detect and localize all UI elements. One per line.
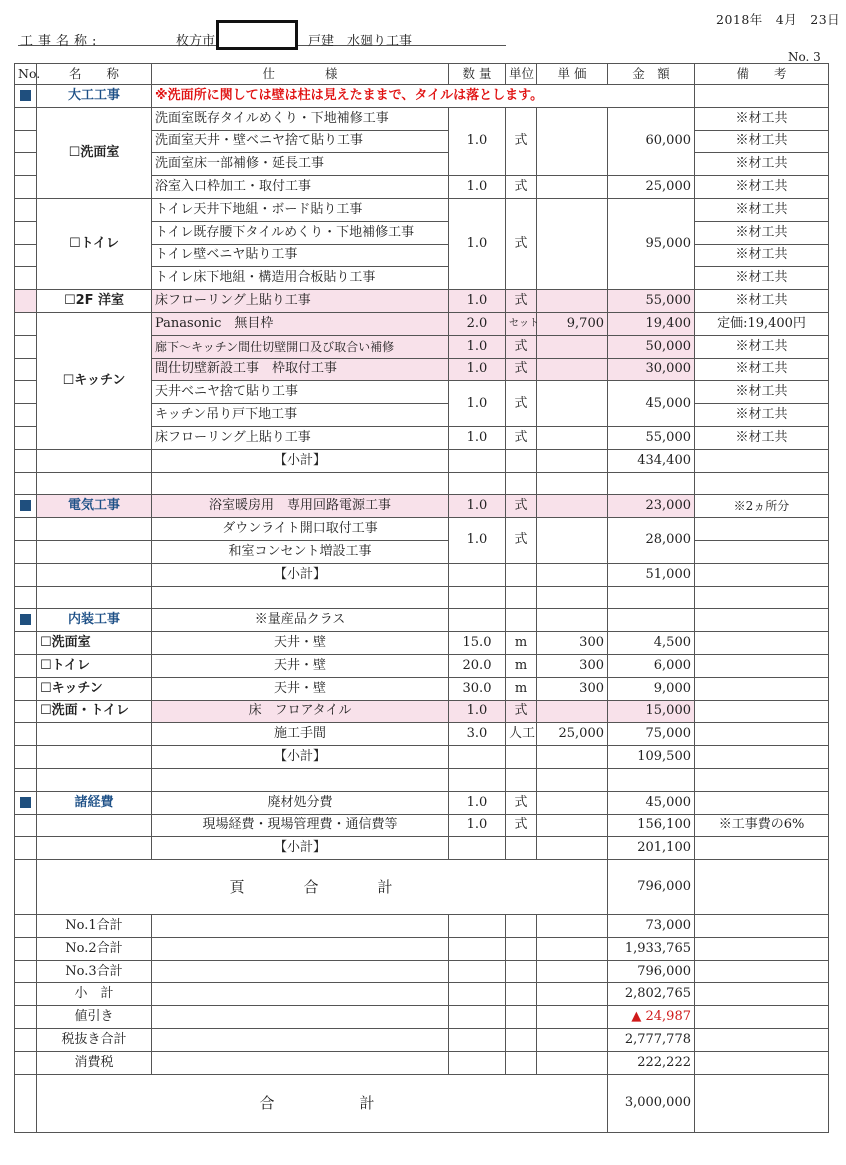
qty-cell: 1.0 <box>449 495 506 518</box>
spec-cell: 廊下～キッチン間仕切壁開口及び取合い補修 <box>152 335 449 358</box>
table-row <box>15 312 829 335</box>
col-unit: 単位 <box>506 64 537 85</box>
spec-cell: トイレ壁ベニヤ貼り工事 <box>152 244 449 267</box>
summary-row <box>15 960 829 983</box>
page-total-label: 頁 合 計 <box>37 860 608 915</box>
subtotal-row <box>15 449 829 472</box>
summary-label: 税抜き合計 <box>37 1029 152 1052</box>
col-price: 単 価 <box>537 64 608 85</box>
spec-cell: キッチン吊り戸下地工事 <box>152 404 449 427</box>
qty-cell: 1.0 <box>449 176 506 199</box>
table-row <box>15 107 829 130</box>
summary-label: No.3合計 <box>37 960 152 983</box>
summary-row <box>15 1006 829 1029</box>
spec-cell: 現場経費・現場管理費・通信費等 <box>152 814 449 837</box>
unit-cell: 式 <box>506 335 537 358</box>
qty-cell: 1.0 <box>449 814 506 837</box>
section-header-row <box>15 85 829 108</box>
redaction-box <box>216 20 298 50</box>
section-title: 電気工事 <box>37 495 152 518</box>
col-name: 名 称 <box>37 64 152 85</box>
unit-cell: 式 <box>506 176 537 199</box>
summary-label: 小 計 <box>37 983 152 1006</box>
table-row <box>15 540 829 563</box>
blank-row <box>15 586 829 609</box>
subtotal-amount: 201,100 <box>608 837 695 860</box>
table-row <box>15 632 829 655</box>
unit-cell: 式 <box>506 198 537 289</box>
unit-cell: 式 <box>506 518 537 564</box>
note-cell: ※材工共 <box>695 267 829 290</box>
spec-cell: 天井・壁 <box>152 632 449 655</box>
qty-cell: 1.0 <box>449 107 506 175</box>
section-marker <box>20 500 31 511</box>
subtotal-label: 【小計】 <box>152 746 449 769</box>
note-cell: ※材工共 <box>695 107 829 130</box>
spec-cell: 床フローリング上貼り工事 <box>152 426 449 449</box>
page-number: No. 3 <box>788 50 821 64</box>
summary-label: 値引き <box>37 1006 152 1029</box>
col-note: 備 考 <box>695 64 829 85</box>
unit-cell: 人工 <box>506 723 537 746</box>
page-total-row <box>15 860 829 915</box>
subtotal-amount: 109,500 <box>608 746 695 769</box>
price-cell: 25,000 <box>537 723 608 746</box>
note-cell: ※材工共 <box>695 153 829 176</box>
qty-cell: 1.0 <box>449 700 506 723</box>
summary-label: No.2合計 <box>37 937 152 960</box>
spec-cell: 天井・壁 <box>152 677 449 700</box>
amount-cell: 45,000 <box>608 381 695 427</box>
section-marker <box>20 614 31 625</box>
summary-amount: 796,000 <box>608 960 695 983</box>
spec-cell: トイレ既存腰下タイルめくり・下地補修工事 <box>152 221 449 244</box>
unit-cell: 式 <box>506 700 537 723</box>
amount-cell: 15,000 <box>608 700 695 723</box>
subtotal-label: 【小計】 <box>152 563 449 586</box>
note-cell: ※材工共 <box>695 176 829 199</box>
grand-total-row <box>15 1074 829 1132</box>
unit-cell: 式 <box>506 290 537 313</box>
group-label: ☐2F 洋室 <box>37 290 152 313</box>
group-label: ☐洗面・トイレ <box>37 700 152 723</box>
group-label: ☐洗面室 <box>37 107 152 198</box>
spec-cell: 洗面室床一部補修・延長工事 <box>152 153 449 176</box>
spec-cell: 天井ベニヤ捨て貼り工事 <box>152 381 449 404</box>
qty-cell: 30.0 <box>449 677 506 700</box>
subtotal-row <box>15 563 829 586</box>
price-cell: 9,700 <box>537 312 608 335</box>
col-no: No. <box>15 64 37 85</box>
spec-cell: トイレ床下地組・構造用合板貼り工事 <box>152 267 449 290</box>
grand-total-label: 合 計 <box>37 1074 608 1132</box>
blank-row <box>15 768 829 791</box>
document-date: 2018年 4月 23日 <box>716 12 841 27</box>
summary-row <box>15 915 829 938</box>
spec-cell: 浴室入口枠加工・取付工事 <box>152 176 449 199</box>
price-cell: 300 <box>537 654 608 677</box>
section-header-row <box>15 791 829 814</box>
subtotal-amount: 434,400 <box>608 449 695 472</box>
col-amount: 金 額 <box>608 64 695 85</box>
note-cell: ※工事費の6% <box>695 814 829 837</box>
section-marker <box>20 797 31 808</box>
spec-cell: 間仕切壁新設工事 枠取付工事 <box>152 358 449 381</box>
group-label: ☐トイレ <box>37 654 152 677</box>
note-cell: ※材工共 <box>695 244 829 267</box>
group-label: ☐トイレ <box>37 198 152 289</box>
summary-amount: 2,777,778 <box>608 1029 695 1052</box>
subtotal-label: 【小計】 <box>152 449 449 472</box>
subtotal-label: 【小計】 <box>152 837 449 860</box>
unit-cell: セット <box>506 312 537 335</box>
qty-cell: 1.0 <box>449 290 506 313</box>
group-label: ☐キッチン <box>37 677 152 700</box>
table-row <box>15 700 829 723</box>
summary-row <box>15 937 829 960</box>
unit-cell: m <box>506 677 537 700</box>
qty-cell: 3.0 <box>449 723 506 746</box>
summary-amount: 1,933,765 <box>608 937 695 960</box>
table-row <box>15 290 829 313</box>
summary-label: No.1合計 <box>37 915 152 938</box>
amount-cell: 4,500 <box>608 632 695 655</box>
qty-cell: 1.0 <box>449 381 506 427</box>
qty-cell: 15.0 <box>449 632 506 655</box>
spec-cell: Panasonic 無目枠 <box>152 312 449 335</box>
amount-cell: 19,400 <box>608 312 695 335</box>
col-qty: 数 量 <box>449 64 506 85</box>
unit-cell: m <box>506 654 537 677</box>
unit-cell: 式 <box>506 814 537 837</box>
amount-cell: 95,000 <box>608 198 695 289</box>
spec-cell: トイレ天井下地組・ボード貼り工事 <box>152 198 449 221</box>
qty-cell: 1.0 <box>449 358 506 381</box>
project-description: 戸建 水廻り工事 <box>308 34 413 49</box>
discount-amount: ▲ 24,987 <box>608 1006 695 1029</box>
note-cell: ※材工共 <box>695 130 829 153</box>
qty-cell: 1.0 <box>449 426 506 449</box>
qty-cell: 1.0 <box>449 335 506 358</box>
note-cell: ※材工共 <box>695 335 829 358</box>
spec-cell: 和室コンセント増設工事 <box>152 540 449 563</box>
estimate-table <box>14 63 829 1133</box>
subtotal-amount: 51,000 <box>608 563 695 586</box>
price-cell: 300 <box>537 677 608 700</box>
section-title: 諸経費 <box>37 791 152 814</box>
spec-cell: 洗面室既存タイルめくり・下地補修工事 <box>152 107 449 130</box>
price-cell: 300 <box>537 632 608 655</box>
summary-amount: 2,802,765 <box>608 983 695 1006</box>
spec-cell: 廃材処分費 <box>152 791 449 814</box>
spec-cell: 洗面室天井・壁ベニヤ捨て貼り工事 <box>152 130 449 153</box>
col-spec: 仕 様 <box>152 64 449 85</box>
amount-cell: 55,000 <box>608 290 695 313</box>
summary-label: 消費税 <box>37 1051 152 1074</box>
project-city: 枚方市 <box>176 34 216 49</box>
note-cell: ※材工共 <box>695 221 829 244</box>
spec-cell: 浴室暖房用 専用回路電源工事 <box>152 495 449 518</box>
qty-cell: 1.0 <box>449 518 506 564</box>
note-cell: ※材工共 <box>695 198 829 221</box>
page-total-amount: 796,000 <box>608 860 695 915</box>
note-cell: ※材工共 <box>695 426 829 449</box>
project-name-line <box>18 28 506 49</box>
unit-cell: 式 <box>506 495 537 518</box>
spec-cell: 施工手間 <box>152 723 449 746</box>
summary-amount: 222,222 <box>608 1051 695 1074</box>
section-header-row <box>15 609 829 632</box>
amount-cell: 55,000 <box>608 426 695 449</box>
amount-cell: 156,100 <box>608 814 695 837</box>
spec-note: ※量産品クラス <box>152 609 449 632</box>
section-title: 内装工事 <box>37 609 152 632</box>
qty-cell: 1.0 <box>449 198 506 289</box>
table-row <box>15 198 829 221</box>
subtotal-row <box>15 837 829 860</box>
spec-cell: 床 フロアタイル <box>152 700 449 723</box>
section-marker <box>20 90 31 101</box>
amount-cell: 28,000 <box>608 518 695 564</box>
group-label: ☐キッチン <box>37 312 152 449</box>
note-cell: ※材工共 <box>695 381 829 404</box>
unit-cell: 式 <box>506 107 537 175</box>
amount-cell: 6,000 <box>608 654 695 677</box>
unit-cell: m <box>506 632 537 655</box>
subtotal-row <box>15 746 829 769</box>
summary-row <box>15 983 829 1006</box>
table-row <box>15 654 829 677</box>
amount-cell: 45,000 <box>608 791 695 814</box>
note-cell: ※材工共 <box>695 404 829 427</box>
summary-row <box>15 1029 829 1052</box>
unit-cell: 式 <box>506 426 537 449</box>
spec-cell: 天井・壁 <box>152 654 449 677</box>
amount-cell: 75,000 <box>608 723 695 746</box>
unit-cell: 式 <box>506 381 537 427</box>
summary-row <box>15 1051 829 1074</box>
grand-total-amount: 3,000,000 <box>608 1074 695 1132</box>
amount-cell: 30,000 <box>608 358 695 381</box>
header-row <box>15 64 829 85</box>
group-label: ☐洗面室 <box>37 632 152 655</box>
table-row <box>15 814 829 837</box>
unit-cell: 式 <box>506 791 537 814</box>
qty-cell: 2.0 <box>449 312 506 335</box>
amount-cell: 60,000 <box>608 107 695 175</box>
table-row <box>15 518 829 541</box>
note-cell: ※2ヵ所分 <box>695 495 829 518</box>
spec-cell: ダウンライト開口取付工事 <box>152 518 449 541</box>
amount-cell: 23,000 <box>608 495 695 518</box>
amount-cell: 25,000 <box>608 176 695 199</box>
project-label: 工事名称: <box>20 34 102 49</box>
blank-row <box>15 472 829 495</box>
table-row <box>15 677 829 700</box>
amount-cell: 9,000 <box>608 677 695 700</box>
note-cell: 定価:19,400円 <box>695 312 829 335</box>
section-title: 大工工事 <box>37 85 152 108</box>
note-cell: ※材工共 <box>695 358 829 381</box>
section-header-row <box>15 495 829 518</box>
amount-cell: 50,000 <box>608 335 695 358</box>
unit-cell: 式 <box>506 358 537 381</box>
summary-amount: 73,000 <box>608 915 695 938</box>
spec-cell: 床フローリング上貼り工事 <box>152 290 449 313</box>
qty-cell: 1.0 <box>449 791 506 814</box>
note-cell: ※材工共 <box>695 290 829 313</box>
table-row <box>15 723 829 746</box>
section-notice: ※洗面所に関しては壁は柱は見えたままで、タイルは落とします。 <box>152 85 695 108</box>
qty-cell: 20.0 <box>449 654 506 677</box>
